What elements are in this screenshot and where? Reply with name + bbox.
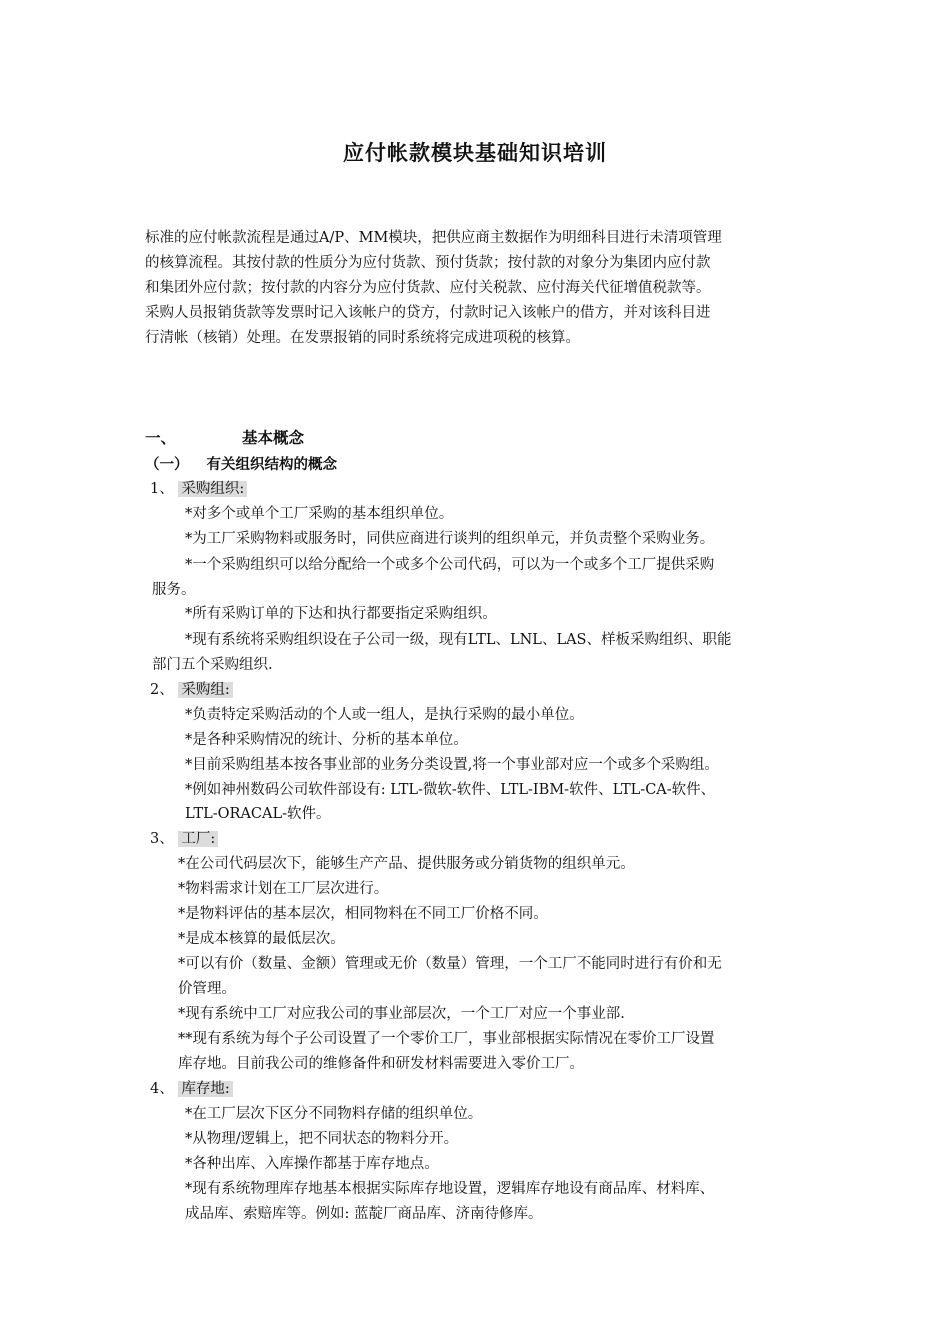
heading-text: 基本概念 [242,429,305,447]
body-line: *在工厂层次下区分不同物料存储的组织单位。 [185,1106,483,1122]
section-heading-plant [150,827,218,848]
section-number: 1、 [150,481,174,497]
section-heading-purchasing-org [150,477,247,498]
section-number: 4、 [150,1081,174,1097]
body-line: *为工厂采购物料或服务时，同供应商进行谈判的组织单元，并负责整个采购业务。 [185,531,715,547]
section-label: 采购组: [178,682,232,698]
section-heading-storage-location [150,1077,233,1098]
body-line: *例如神州数码公司软件部设有: LTL-微软-软件、LTL-IBM-软件、LTL-CA-软件、 [185,782,716,798]
body-line: *是各种采购情况的统计、分析的基本单位。 [185,732,468,748]
body-line: *从物理/逻辑上，把不同状态的物料分开。 [185,1131,459,1147]
body-line: 库存地。目前我公司的维修备件和研发材料需要进入零价工厂。 [178,1056,584,1072]
heading-level-1 [145,426,304,448]
intro-line: 和集团外应付款；按付款的内容分为应付货款、应付关税款、应付海关代征增值税款等。 [145,280,711,296]
heading-number: 一、 [145,429,177,447]
body-line: *在公司代码层次下，能够生产产品、提供服务或分销货物的组织单元。 [178,856,635,872]
body-line: *一个采购组织可以给分配给一个或多个公司代码，可以为一个或多个工厂提供采购 [185,557,715,573]
body-line: *物料需求计划在工厂层次进行。 [178,881,389,897]
heading-text: 有关组织结构的概念 [206,457,337,473]
body-line: **现有系统为每个子公司设置了一个零价工厂，事业部根据实际情况在零价工厂设置 [178,1031,715,1047]
body-line: *负责特定采购活动的个人或一组人，是执行采购的最小单位。 [185,707,584,723]
body-line: *所有采购订单的下达和执行都要指定采购组织。 [185,606,497,622]
section-number: 2、 [150,682,174,698]
section-number: 3、 [150,831,174,847]
document-title: 应付帐款模块基础知识培训 [343,141,607,165]
body-line: LTL-ORACAL-软件。 [185,806,331,822]
body-line: 成品库、索赔库等。例如: 蓝靛厂商品库、济南待修库。 [185,1206,543,1222]
body-line: *现有系统中工厂对应我公司的事业部层次，一个工厂对应一个事业部. [178,1006,625,1022]
body-line: *是成本核算的最低层次。 [178,931,345,947]
body-line: *是物料评估的基本层次，相同物料在不同工厂价格不同。 [178,906,548,922]
body-line: *目前采购组基本按各事业部的业务分类设置,将一个事业部对应一个或多个采购组。 [185,757,719,773]
heading-number: （一） [145,457,189,473]
section-label: 库存地: [178,1081,232,1097]
body-line: 部门五个采购组织. [152,657,273,673]
intro-line: 行清帐（核销）处理。在发票报销的同时系统将完成进项税的核算。 [145,330,580,346]
body-line: *可以有价（数量、金额）管理或无价（数量）管理，一个工厂不能同时进行有价和无 [178,956,722,972]
body-line: *各种出库、入库操作都基于库存地点。 [185,1156,439,1172]
body-line: *对多个或单个工厂采购的基本组织单位。 [185,506,454,522]
intro-line: 标准的应付帐款流程是通过A/P、MM模块，把供应商主数据作为明细科目进行未清项管理 [145,230,722,246]
section-heading-purchasing-group [150,678,233,699]
body-line: 服务。 [152,582,196,598]
intro-paragraph [145,226,815,351]
body-line: *现有系统物理库存地基本根据实际库存地设置，逻辑库存地设有商品库、材料库、 [185,1181,715,1197]
section-label: 工厂: [178,831,218,847]
intro-line: 的核算流程。其按付款的性质分为应付货款、预付货款；按付款的对象分为集团内应付款 [145,255,711,271]
section-label: 采购组织: [178,481,247,497]
body-line: *现有系统将采购组织设在子公司一级，现有LTL、LNL、LAS、样板采购组织、职能 [185,632,732,648]
body-line: 价管理。 [178,981,236,997]
intro-line: 采购人员报销货款等发票时记入该帐户的贷方，付款时记入该帐户的借方，并对该科目进 [145,305,711,321]
heading-level-2 [145,453,337,474]
